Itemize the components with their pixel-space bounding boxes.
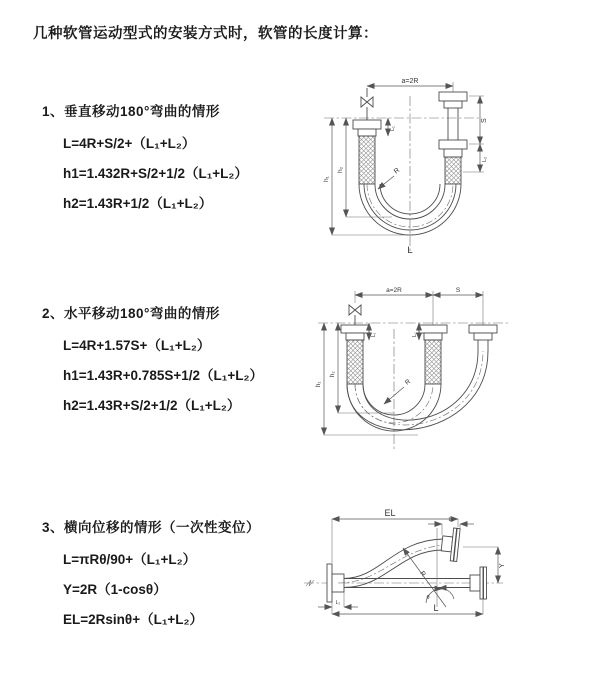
dim-label-l1: L₁ — [371, 332, 377, 337]
section-2 — [42, 302, 263, 421]
dim-label-a2r: a=2R — [401, 78, 419, 85]
right-flange — [470, 567, 487, 599]
section-2-formula-L: L=4R+1.57S+（L₁+L₂） — [63, 338, 211, 353]
dim-label-s: S — [481, 118, 488, 123]
upper-flange — [440, 527, 460, 562]
radius-leader — [378, 176, 394, 189]
section-1-heading: 1、垂直移动180°弯曲的情形 — [42, 104, 220, 119]
dim-label-a2r: a=2R — [386, 287, 402, 294]
hose-u-bend — [347, 351, 488, 431]
angle-arc-right — [439, 588, 454, 599]
radius-label: R — [392, 166, 402, 176]
angle-label: θ — [426, 595, 430, 601]
section-3-heading: 3、横向位移的情形（一次性变位） — [42, 520, 261, 535]
curved-hose — [338, 539, 456, 588]
radius-label: R — [418, 570, 427, 578]
valve-icon — [349, 305, 361, 325]
diagram-1-vertical-bend — [312, 72, 592, 257]
diagram-3-lateral-displacement — [298, 503, 598, 648]
section-1-formula-h1: h1=1.432R+S/2+1/2（L₁+L₂） — [63, 166, 248, 181]
section-2-heading: 2、水平移动180°弯曲的情形 — [42, 306, 220, 321]
diagram-2-horizontal-bend — [308, 283, 598, 458]
dim-label-l2: L₂ — [335, 600, 341, 606]
left-pipe — [341, 325, 369, 384]
dim-label-el: EL — [384, 508, 396, 518]
section-3 — [42, 516, 260, 635]
section-3-formula-L: L=πRθ/90+（L₁+L₂） — [63, 552, 197, 567]
radius-label: R — [403, 378, 412, 387]
valve-icon — [361, 88, 373, 120]
dim-label-h1: h₁ — [316, 381, 322, 387]
dim-label-l2: L₂ — [482, 156, 488, 162]
dim-label-h1: h₁ — [323, 176, 330, 182]
middle-pipe — [419, 325, 447, 384]
dim-label-s: S — [455, 287, 461, 294]
page-title: 几种软管运动型式的安装方式时，软管的长度计算： — [33, 26, 378, 42]
dim-label-h2: h₂ — [330, 371, 336, 377]
dim-label-l1: L₁ — [390, 126, 396, 131]
left-pipe — [353, 120, 381, 184]
right-pipe — [439, 82, 467, 184]
length-label: L — [407, 245, 413, 256]
dim-label-l2: L₂ — [412, 332, 418, 337]
right-pipe-moved — [469, 325, 497, 351]
section-2-formula-h1: h1=1.43R+0.785S+1/2（L₁+L₂） — [63, 368, 263, 383]
dim-label-l1: L₁ — [448, 517, 454, 523]
section-3-formula-Y: Y=2R（1-cosθ） — [63, 582, 167, 597]
radius-leader — [403, 548, 446, 607]
section-3-formula-EL: EL=2Rsinθ+（L₁+L₂） — [63, 612, 204, 627]
section-1-formula-h2: h2=1.43R+1/2（L₁+L₂） — [63, 196, 213, 211]
dim-label-l: L — [433, 603, 439, 613]
section-1 — [42, 100, 248, 219]
section-2-formula-h2: h2=1.43R+S/2+1/2（L₁+L₂） — [63, 398, 241, 413]
dim-label-y: Y — [499, 563, 506, 568]
dim-label-h2: h₂ — [337, 166, 344, 173]
section-1-formula-L: L=4R+S/2+（L₁+L₂） — [63, 136, 196, 151]
